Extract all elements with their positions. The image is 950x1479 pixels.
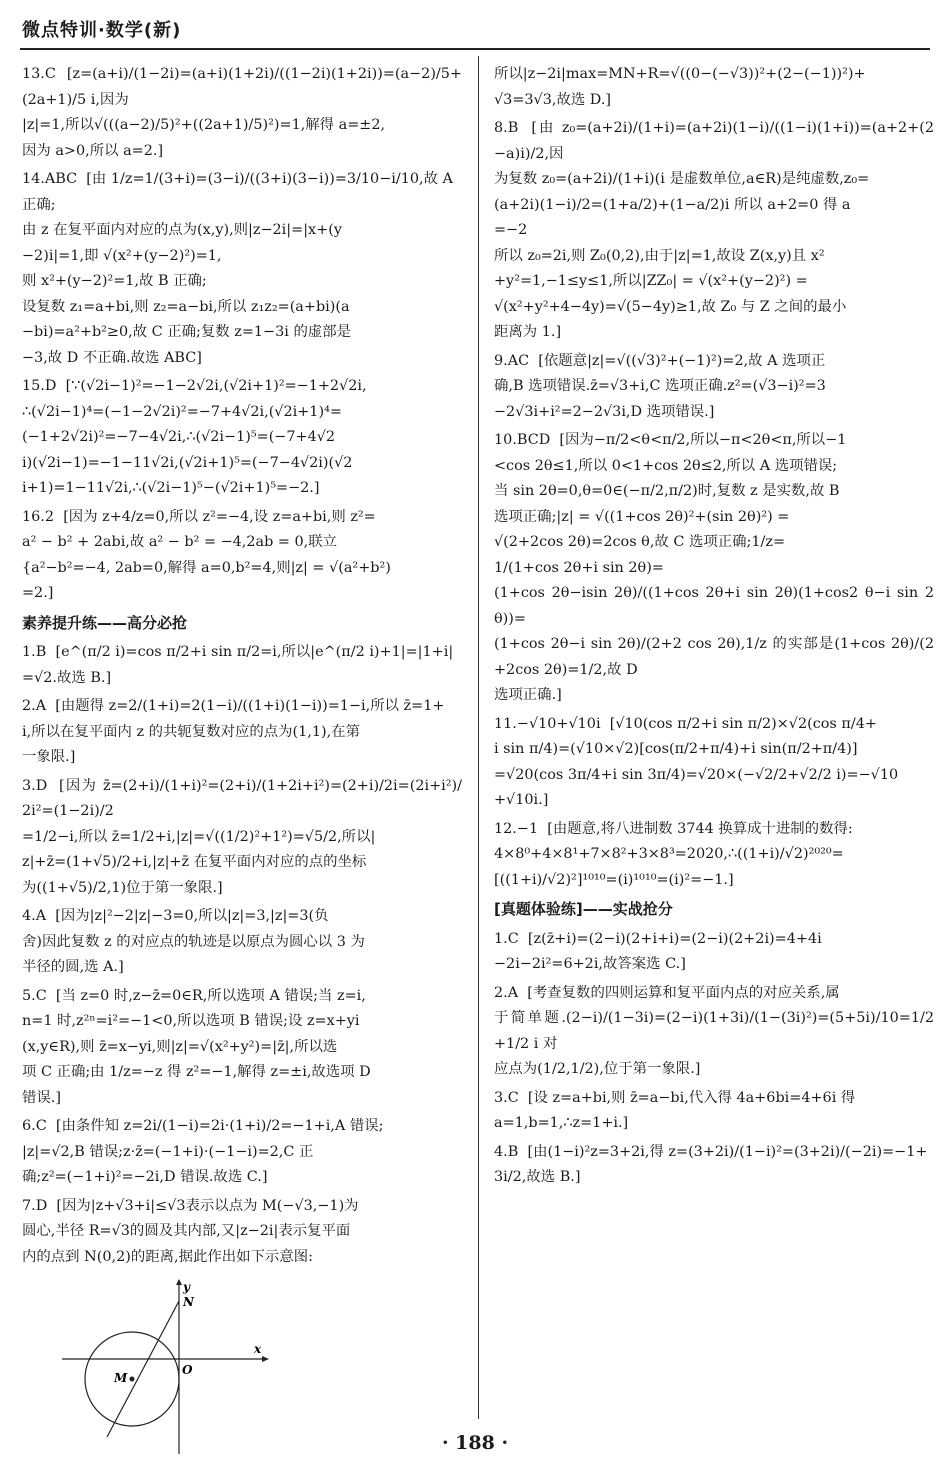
solution-line: 距离为 1.] [494, 324, 562, 340]
line-mn [107, 1301, 179, 1437]
column-divider [478, 56, 479, 1419]
solution-line: 半径的圆,选 A.] [22, 959, 124, 975]
solution-line: =1/2−i,所以 z̄=1/2+i,|z|=√((1/2)²+1²)=√5/2,所以| [22, 828, 376, 845]
solution-item [22, 774, 462, 902]
solution-item [22, 694, 462, 771]
solution-line: i+1)=1−11√2i,∴(√2i−1)⁵−(√2i+1)⁵=−2.] [22, 480, 320, 496]
solution-line: √(2+2cos 2θ)=2cos θ,故 C 选项正确;1/z= [494, 534, 786, 550]
solution-line: 所以|z−2i|max=MN+R=√((0−(−√3))²+(2−(−1))²)+ [494, 66, 866, 82]
solution-line: 内的点到 N(0,2)的距离,据此作出如下示意图: [22, 1248, 313, 1265]
solution-line: √3=3√3,故选 D.] [494, 91, 612, 108]
solution-line: 为((1+√5)/2,1)位于第一象限.] [22, 879, 223, 896]
solution-line: 7.D [因为|z+√3+i|≤√3表示以点为 M(−√3,−1)为 [22, 1197, 359, 1214]
solution-item [494, 927, 934, 978]
solution-line: 2.A [由题得 z=2/(1+i)=2(1−i)/((1+i)(1−i))=1−i,所以 z̄=1+ [22, 698, 445, 714]
solution-line: 一象限.] [22, 749, 76, 765]
solution-item [494, 1086, 934, 1137]
solution-line: 11.−√10+√10i [√10(cos π/2+i sin π/2)×√2(cos π/4+ [494, 715, 877, 732]
solution-line: 由 z 在复平面内对应的点为(x,y),则|z−2i|=|x+(y [22, 222, 342, 238]
label-m: M [114, 1371, 128, 1385]
solution-line: 12.−1 [由题意,将八进制数 3744 换算成十进制的数得: [494, 820, 853, 837]
solution-line: 2.A [考查复数的四则运算和复平面内点的对应关系,属 [494, 984, 840, 1001]
solution-line: 1/(1+cos 2θ+i sin 2θ)= [494, 559, 664, 576]
solution-line: 确,B 选项错误.z̄=√3+i,C 选项正确.z²=(√3−i)²=3 [494, 378, 826, 394]
solution-line: a=1,b=1,∴z=1+i.] [494, 1115, 629, 1131]
right-items-2 [494, 927, 934, 1191]
right-column [494, 62, 934, 1194]
solution-line: 正确; [22, 196, 56, 213]
solution-item [494, 428, 934, 709]
solution-item [22, 62, 462, 164]
solution-line: 舍)因此复数 z 的对应点的轨迹是以原点为圆心以 3 为 [22, 933, 365, 950]
solution-line: i,所以在复平面内 z 的共轭复数对应的点为(1,1),在第 [22, 723, 361, 740]
solution-item [22, 984, 462, 1112]
solution-line: (1+cos 2θ−i sin 2θ)/(2+2 cos 2θ),1/z 的实部是(1+cos 2θ)/(2+2cos 2θ)=1/2,故 D [494, 636, 934, 678]
solution-item [22, 640, 462, 691]
solution-line: 9.AC [依题意|z|=√((√3)²+(−1)²)=2,故 A 选项正 [494, 352, 826, 369]
solution-item [22, 374, 462, 502]
solution-line: −bi)=a²+b²≥0,故 C 正确;复数 z=1−3i 的虚部是 [22, 324, 352, 340]
solution-item [494, 62, 934, 113]
solution-line: 13.C [z=(a+i)/(1−2i)=(a+i)(1+2i)/((1−2i)(1+2i))=(a−2)/5+(2a+1)/5 i,因为 [22, 66, 462, 108]
solution-line: 4.A [因为|z|²−2|z|−3=0,所以|z|=3,|z|=3(负 [22, 908, 329, 924]
solution-item [494, 712, 934, 814]
solution-line: (1+cos 2θ−isin 2θ)/((1+cos 2θ+i sin 2θ)(1+cos2 θ−i sin 2θ))= [494, 585, 934, 627]
solution-line: 于简单题.(2−i)/(1−3i)=(2−i)(1+3i)/(1−(3i)²)=(5+5i)/10=1/2+1/2 i 对 [494, 1010, 934, 1052]
solution-line: 为复数 z₀=(a+2i)/(1+i)(i 是虚数单位,a∈R)是纯虚数,z₀= [494, 171, 870, 187]
solution-line: 16.2 [因为 z+4/z=0,所以 z²=−4,设 z=a+bi,则 z²= [22, 508, 376, 525]
solution-line: [((1+i)/√2)²]¹⁰¹⁰=(i)¹⁰¹⁰=(i)²=−1.] [494, 871, 734, 888]
solution-item [494, 1140, 934, 1191]
header-rule [20, 48, 930, 50]
section-title-right: [真题体验练]——实战抢分 [494, 900, 673, 918]
solution-line: 确;z²=(−1+i)²=−2i,D 错误.故选 C.] [22, 1169, 268, 1185]
solution-line: <cos 2θ≤1,所以 0<1+cos 2θ≤2,所以 A 选项错误; [494, 457, 838, 474]
solution-line: a² − b² + 2abi,故 a² − b² = −4,2ab = 0,联立 [22, 534, 338, 550]
solution-line: 5.C [当 z=0 时,z−z̄=0∈R,所以选项 A 错误;当 z=i, [22, 987, 366, 1004]
solution-item [494, 116, 934, 346]
solution-line: 当 sin 2θ=0,θ=0∈(−π/2,π/2)时,复数 z 是实数,故 B [494, 483, 840, 499]
left-items [22, 62, 462, 607]
solution-line: 8.B [由 z₀=(a+2i)/(1+i)=(a+2i)(1−i)/((1−i)(1+i))=(a+2+(2−a)i)/2,因 [494, 120, 934, 162]
solution-item [494, 981, 934, 1083]
solution-line: +y²=1,−1≤y≤1,所以|ZZ₀| = √(x²+(y−2)²) = [494, 273, 808, 289]
solution-line: −2)i|=1,即 √(x²+(y−2)²)=1, [22, 247, 222, 264]
point-m [130, 1377, 135, 1382]
solution-line: n=1 时,z²ⁿ=i²=−1<0,所以选项 B 错误;设 z=x+yi [22, 1013, 360, 1029]
solution-line: 错误.] [22, 1089, 61, 1106]
solution-line: i)(√2i−1)=−1−11√2i,(√2i+1)⁵=(−7−4√2i)(√2 [22, 454, 353, 471]
x-axis-arrow-icon [262, 1356, 269, 1362]
solution-item [22, 1114, 462, 1191]
solution-line: ∴(√2i−1)⁴=(−1−2√2i)²=−7+4√2i,(√2i+1)⁴= [22, 403, 342, 420]
solution-line: 设复数 z₁=a+bi,则 z₂=a−bi,所以 z₁z₂=(a+bi)(a [22, 298, 350, 315]
solution-line: (x,y∈R),则 z̄=x−yi,则|z|=√(x²+y²)=|z̄|,所以选 [22, 1038, 338, 1055]
solution-line: 选项正确;|z| = √((1+cos 2θ)²+(sin 2θ)²) = [494, 508, 790, 525]
solution-line: (a+2i)(1−i)/2=(1+a/2)+(1−a/2)i 所以 a+2=0 得 a [494, 196, 851, 213]
solution-line: 1.B [e^(π/2 i)=cos π/2+i sin π/2=i,所以|e^(π/2 i)+1|=|1+i| [22, 644, 454, 660]
solution-line: 4.B [由(1−i)²z=3+2i,得 z=(3+2i)/(1−i)²=(3+2i)/(−2i)=−1+ [494, 1143, 928, 1160]
label-n: N [183, 1295, 194, 1309]
solution-line: 选项正确.] [494, 687, 562, 703]
solution-line: |z|=√2,B 错误;z·z̄=(−1+i)·(−1−i)=2,C 正 [22, 1143, 314, 1160]
solution-line: 10.BCD [因为−π/2<θ<π/2,所以−π<2θ<π,所以−1 [494, 432, 847, 448]
solution-line: 6.C [由条件知 z=2i/(1−i)=2i·(1+i)/2=−1+i,A 错误; [22, 1118, 384, 1134]
solution-line: 3i/2,故选 B.] [494, 1169, 581, 1185]
solution-line: 应点为(1/2,1/2),位于第一象限.] [494, 1061, 701, 1077]
solution-line: {a²−b²=−4, 2ab=0,解得 a=0,b²=4,则|z| = √(a²+b²) [22, 559, 391, 576]
solution-line: 15.D [∵(√2i−1)²=−1−2√2i,(√2i+1)²=−1+2√2i, [22, 378, 367, 394]
solution-item [22, 167, 462, 371]
page-number: · 188 · [441, 1432, 509, 1454]
solution-line: z|+z̄=(1+√5)/2+i,|z|+z̄ 在复平面内对应的点的坐标 [22, 854, 367, 870]
label-x: x [254, 1342, 262, 1356]
solution-line: 14.ABC [由 1/z=1/(3+i)=(3−i)/((3+i)(3−i))=3/10−i/10,故 A [22, 171, 453, 187]
solution-line: =−2 [494, 222, 528, 238]
solution-line: =√20(cos 3π/4+i sin 3π/4)=√20×(−√2/2+√2/2 i)=−√10 [494, 766, 899, 783]
solution-item [22, 904, 462, 981]
solution-line: −3,故 D 不正确.故选 ABC] [22, 349, 202, 366]
solution-line: 项 C 正确;由 1/z=−z 得 z²=−1,解得 z=±i,故选项 D [22, 1064, 371, 1080]
solution-line: −2i−2i²=6+2i,故答案选 C.] [494, 956, 686, 972]
section-title-left: 素养提升练——高分必抢 [22, 613, 188, 632]
solution-line: +√10i.] [494, 792, 549, 808]
solution-line: 3.D [因为 z̄=(2+i)/(1+i)²=(2+i)/(1+2i+i²)=(2+i)/2i=(2i+i²)/2i²=(1−2i)/2 [22, 777, 462, 819]
right-items [494, 62, 934, 893]
solution-item [494, 817, 934, 894]
left-items-2 [22, 640, 462, 1270]
label-y: y [183, 1280, 190, 1294]
solution-line: 圆心,半径 R=√3的圆及其内部,又|z−2i|表示复平面 [22, 1223, 351, 1239]
label-o: O [182, 1363, 193, 1377]
solution-line: |z|=1,所以√(((a−2)/5)²+((2a+1)/5)²)=1,解得 a=±2, [22, 117, 386, 133]
solution-line: 1.C [z(z̄+i)=(2−i)(2+i+i)=(2−i)(2+2i)=4+4i [494, 930, 822, 947]
solution-item [22, 1194, 462, 1271]
solution-item [494, 349, 934, 426]
solution-line: =√2.故选 B.] [22, 669, 112, 686]
solution-line: =2.] [22, 585, 54, 601]
solution-line: √(x²+y²+4−4y)=√(5−4y)≥1,故 Z₀ 与 Z 之间的最小 [494, 298, 847, 315]
y-axis-arrow-icon [176, 1279, 182, 1285]
solution-line: 所以 z₀=2i,则 Z₀(0,2),由于|z|=1,故设 Z(x,y)且 x² [494, 247, 825, 264]
solution-line: 3.C [设 z=a+bi,则 z̄=a−bi,代入得 4a+6bi=4+6i 得 [494, 1089, 856, 1106]
solution-line: −2√3i+i²=2−2√3i,D 选项错误.] [494, 403, 715, 420]
left-column [22, 62, 462, 1469]
solution-line: 因为 a>0,所以 a=2.] [22, 142, 164, 159]
page-header: 微点特训·数学(新) [22, 20, 182, 41]
solution-line: 则 x²+(y−2)²=1,故 B 正确; [22, 273, 207, 289]
solution-line: 4×8⁰+4×8¹+7×8²+3×8³=2020,∴((1+i)/√2)²⁰²⁰= [494, 846, 844, 862]
solution-item [22, 505, 462, 607]
solution-line: i sin π/4)=(√10×√2)[cos(π/2+π/4)+i sin(π/2+π/4)] [494, 741, 858, 757]
solution-line: (−1+2√2i)²=−7−4√2i,∴(√2i−1)⁵=(−7+4√2 [22, 429, 336, 445]
